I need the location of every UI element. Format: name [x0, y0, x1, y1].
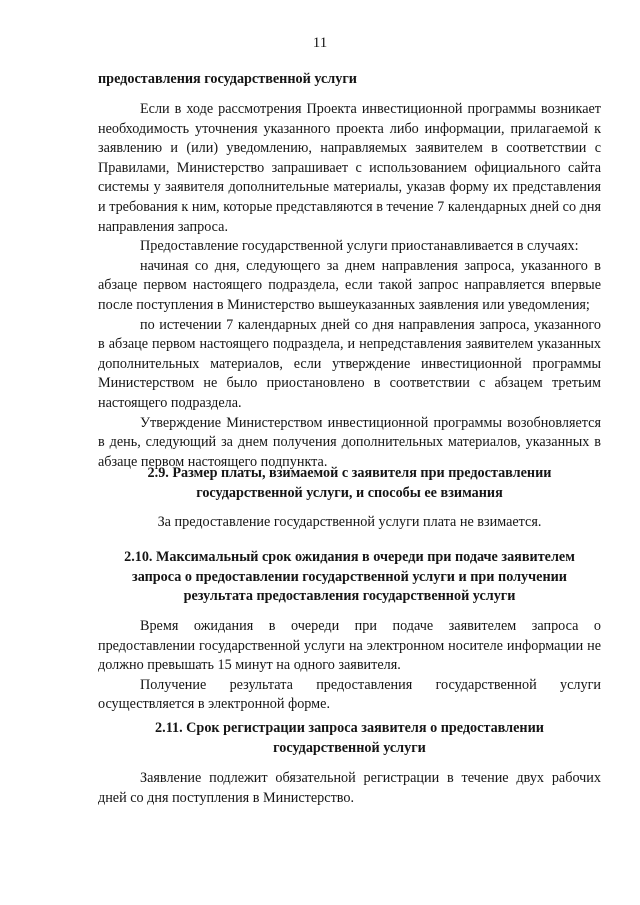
section-2-10-paragraph: Время ожидания в очереди при подаче заявителем запроса о предоставлении государственной услуги на электронном носителе информации не должно превышать 15 минут на одного заявителя. [98, 618, 601, 674]
section-2-9-text: За предоставление государственной услуги плата не взимается. [157, 514, 542, 530]
section-2-11-heading-line: государственной услуги [273, 739, 426, 756]
section-2-11-body [98, 769, 601, 808]
top-heading: предоставления государственной услуги [98, 71, 357, 87]
section-2-11-heading [98, 719, 601, 758]
section-2-10-heading-line: результата предоставления государственной услуги [183, 588, 516, 605]
section-2-10-heading-line: запроса о предоставлении государственной услуги и при получении [132, 568, 567, 585]
procedure-text-block [98, 100, 601, 472]
section-2-9-heading-line: государственной услуги, и способы ее взимания [196, 484, 503, 501]
paragraph-suspension-case-1: начиная со дня, следующего за днем направления запроса, указанного в абзаце первом настоящего подраздела, если такой запрос направляется впервые после поступления в Министерство вышеуказанных заявления или уведомления; [98, 257, 601, 313]
top-heading-block [98, 70, 601, 90]
page-number: 11 [312, 35, 328, 51]
section-2-11-heading-line: 2.11. Срок регистрации запроса заявителя о предоставлении [155, 720, 544, 736]
section-2-10-paragraph: Получение результата предоставления государственной услуги осуществляется в электронной форме. [98, 676, 601, 713]
section-2-10-body [98, 617, 601, 715]
section-2-9-body [98, 513, 601, 533]
section-2-10-heading [98, 548, 601, 607]
section-2-10-heading-line: 2.10. Максимальный срок ожидания в очереди при подаче заявителем [124, 549, 575, 565]
paragraph-resumption: Утверждение Министерством инвестиционной программы возобновляется в день, следующий за днем получения дополнительных материалов, указанных в абзаце первом настоящего подпункта. [98, 414, 601, 470]
section-2-9-heading [98, 464, 601, 503]
paragraph-additional-materials: Если в ходе рассмотрения Проекта инвестиционной программы возникает необходимость уточнения указанного проекта либо информации, прилагаемой к заявлению и (или) уведомлению, направляемых заявителем в соответствии с Правилами, Министерство запрашивает с использованием официального сайта системы у заявителя дополнительные материалы, указав форму их представления и требования к ним, которые представляются в течение 7 календарных дней со дня направления запроса. [98, 101, 601, 235]
paragraph-suspension-cases: Предоставление государственной услуги приостанавливается в случаях: [140, 238, 579, 255]
section-2-11-text: Заявление подлежит обязательной регистрации в течение двух рабочих дней со дня поступления в Министерство. [98, 770, 601, 806]
section-2-9-heading-line: 2.9. Размер платы, взимаемой с заявителя при предоставлении [147, 465, 552, 481]
paragraph-suspension-case-2: по истечении 7 календарных дней со дня направления запроса, указанного в абзаце первом настоящего подраздела, и непредставления заявителем указанных дополнительных материалов, если утверждение инвестиционной программы Министерством не было приостановлено в соответствии с абзацем третьим настоящего подраздела. [98, 316, 601, 411]
